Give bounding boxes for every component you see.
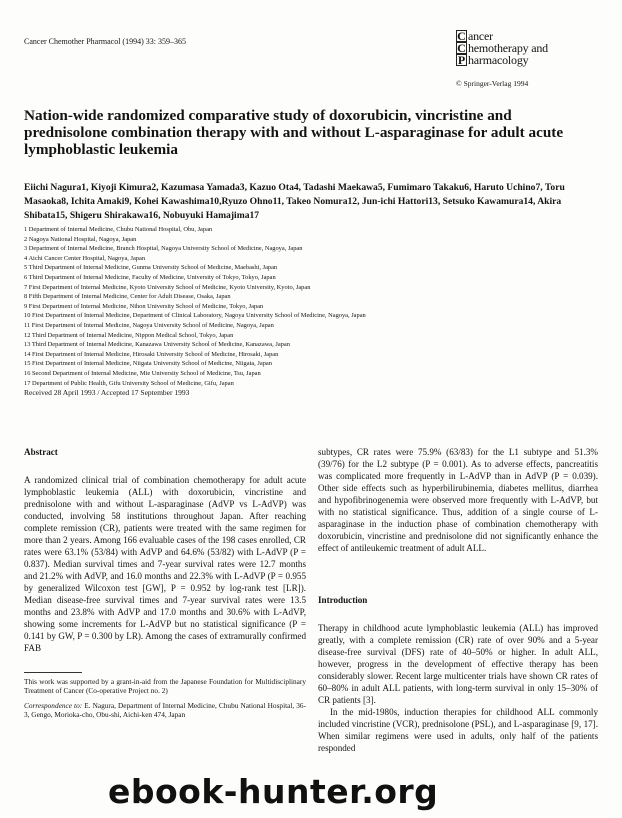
correspondence-footnote xyxy=(24,701,306,720)
journal-logo xyxy=(456,30,606,66)
affiliation-item: 15 First Department of Internal Medicine, Niigata University School of Medicine, Niigata, Japan xyxy=(24,360,272,368)
received-dates: Received 28 April 1993 / Accepted 17 September 1993 xyxy=(24,388,190,397)
affiliation-item: 7 First Department of Internal Medicine, Kyoto University School of Medicine, Kyoto University, Kyoto, Japan xyxy=(24,283,311,291)
abstract-text: A randomized clinical trial of combination chemotherapy for adult acute lymphoblastic leukemia (ALL) with doxorubicin, vincristine and prednisolone with and without L-asparaginase (AdVP vs L-AdVP) was conducted, involving 58 institutions throughout Japan. After reaching complete remission (CR), patients were treated with the same regimen for more than 2 years. Among 166 evaluable cases of the 198 cases enrolled, CR rates were 63.1% (53/84) with AdVP and 64.6% (53/82) with L-AdVP (P = 0.837). Median survival times and 7-year survival rates were 12.7 months and 21.2% with AdVP, and 16.0 months and 22.3% with L-AdVP (P = 0.955 by generalized Wilcoxon test [GW], P = 0.952 by log-rank test [LR]). Median disease-free survival times and 7-year survival rates were 13.5 months and 23.8% with AdVP and 17.0 months and 30.6% with L-AdVP, showing some increments for L-AdVP but no statistical significance (P = 0.141 by GW, P = 0.300 by LR). Among the cases of extramurally confirmed FAB xyxy=(24,475,306,653)
affiliation-item: 14 First Department of Internal Medicine, Hirosaki University School of Medicine, Hirosaki, Japan xyxy=(24,350,279,358)
affiliation-item: 11 First Department of Internal Medicine, Nagoya University School of Medicine, Nagoya, Japan xyxy=(24,321,274,329)
abstract-heading: Abstract xyxy=(24,447,58,457)
watermark: ebook-hunter.org xyxy=(108,772,439,811)
logo-line-2: C hemotherapy and xyxy=(457,41,548,55)
right-column xyxy=(318,446,598,754)
affiliation-item: 16 Second Department of Internal Medicine, Mie University School of Medicine, Tsu, Japan xyxy=(24,369,261,377)
affiliation-item: 4 Aichi Cancer Center Hospital, Nagoya, Japan xyxy=(24,254,146,262)
logo-line-1: C ancer xyxy=(457,29,493,43)
introduction-paragraph-1: Therapy in childhood acute lymphoblastic leukemia (ALL) has improved greatly, with a complete remission (CR) rate of over 90% and a 5-year disease-free survival (DFS) rate of 40–50% or higher. In adult ALL, however, progress in the development of effective therapy has been considerably slower. Recent large multicenter trials have shown CR rates of 60–80% in adult ALL patients, with long-term survival in only 15–30% of CR patients [3]. xyxy=(318,623,598,705)
affiliation-item: 3 Department of Internal Medicine, Branch Hospital, Nagoya University School of Medicine, Nagoya, Japan xyxy=(24,245,303,253)
correspondence-label: Correspondence to: xyxy=(24,700,83,710)
affiliation-list xyxy=(24,225,604,388)
logo-line-3: P harmacology xyxy=(457,53,529,67)
abstract-continued: subtypes, CR rates were 75.9% (63/83) for the L1 subtype and 51.3% (39/76) for the L2 subtype (P = 0.001). As to adverse effects, pancreatitis was complicated more frequently in L-AdVP than in AdVP (P = 0.039). Other side effects such as hyperbilirubinemia, diabetes mellitus, diarrhea and hypofibrinogenemia were observed more frequently with L-AdVP, but with no statistical significance. Thus, addition of a single course of L-asparaginase in the induction phase of combination chemotherapy with doxorubicin, vincristine and prednisolone did not significantly enhance the effect of antileukemic treatment of adult ALL. xyxy=(318,447,598,553)
affiliation-item: 9 First Department of Internal Medicine, Nihon University School of Medicine, Tokyo, Japan xyxy=(24,302,264,310)
author-list: Eiichi Nagura1, Kiyoji Kimura2, Kazumasa Yamada3, Kazuo Ota4, Tadashi Maekawa5, Fumimaro Takaku6, Haruto Uchino7, Toru Masaoka8, Ichita Amaki9, Kohei Kawashima10,Ryuzo Ohno11, Takeo Nomura12, Jun-ichi Hattori13, Setsuko Kawamura14, Akira Shibata15, Shigeru Shirakawa16, Nobuyuki Hamajima17 xyxy=(24,182,565,221)
article-title: Nation-wide randomized comparative study of doxorubicin, vincristine and prednisolone combination therapy with and without L-asparaginase for adult acute lymphoblastic leukemia xyxy=(24,107,564,158)
affiliation-item: 5 Third Department of Internal Medicine, Gunma University School of Medicine, Maebashi, Japan xyxy=(24,264,278,272)
affiliation-item: 2 Nagoya National Hospital, Nagoya, Japan xyxy=(24,235,137,243)
affiliation-item: 13 Third Department of Internal Medicine, Kanazawa University School of Medicine, Kanazawa, Japan xyxy=(24,341,290,349)
correspondence-text: E. Nagura, Department of Internal Medicine, Chubu National Hospital, 36-3, Gengo, Morioka-cho, Obu-shi, Aichi-ken 474, Japan xyxy=(24,700,307,720)
introduction-paragraph-2: In the mid-1980s, induction therapies for childhood ALL commonly included vincristine (VCR), prednisolone (PSL), and L-asparaginase [9, 17]. When similar regimens were used in adults, only half of the patients responded xyxy=(318,707,598,753)
introduction-heading: Introduction xyxy=(318,595,368,605)
footnote-rule xyxy=(24,672,82,673)
affiliation-item: 1 Department of Internal Medicine, Chubu National Hospital, Obu, Japan xyxy=(24,226,213,233)
affiliation-item: 10 First Department of Internal Medicine, Department of Clinical Laboratory, Nagoya University School of Medicine, Nagoya, Japan xyxy=(24,312,366,320)
affiliation-item: 6 Third Department of Internal Medicine, Faculty of Medicine, University of Tokyo, Tokyo, Japan xyxy=(24,273,276,281)
grant-footnote: This work was supported by a grant-in-aid from the Japanese Foundation for Multidisciplinary Treatment of Cancer (Co-operative Project no. 2) xyxy=(24,677,306,696)
journal-citation: Cancer Chemother Pharmacol (1994) 33: 359–365 xyxy=(24,37,186,46)
affiliation-item: 17 Department of Public Health, Gifu University School of Medicine, Gifu, Japan xyxy=(24,379,234,387)
left-column xyxy=(24,446,306,720)
copyright-notice: © Springer-Verlag 1994 xyxy=(456,79,529,88)
affiliation-item: 12 Third Department of Internal Medicine, Nippon Medical School, Tokyo, Japan xyxy=(24,331,234,339)
affiliation-item: 8 Fifth Department of Internal Medicine, Center for Adult Disease, Osaka, Japan xyxy=(24,293,231,301)
